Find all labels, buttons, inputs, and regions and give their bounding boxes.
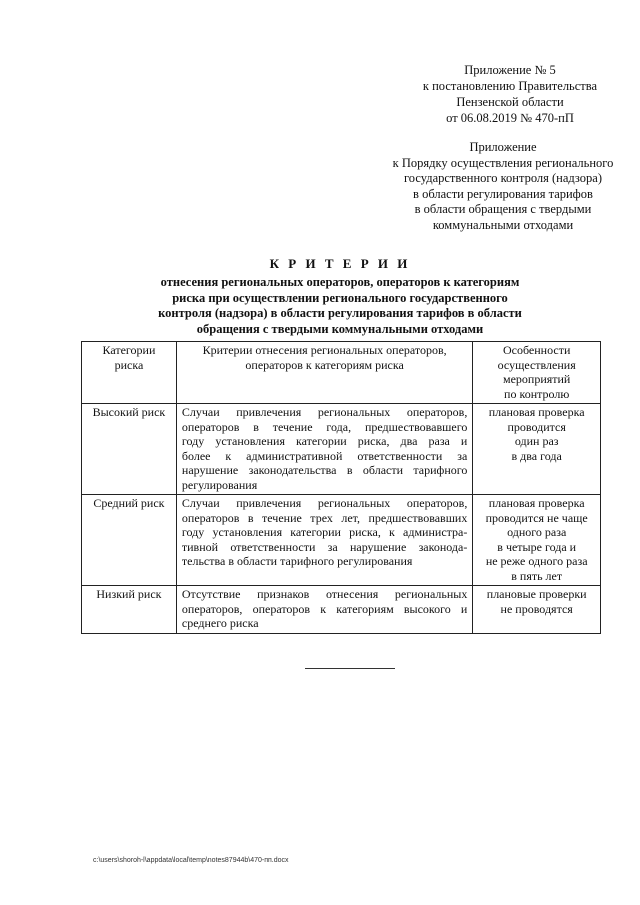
appendix-sub-line: к Порядку осуществления регионального [392,155,614,170]
appendix-sub-line: коммунальными отходами [432,217,574,232]
row-features: плановая проверка проводится один раз в два года [473,404,601,495]
document-title-block [140,256,540,337]
table-row [82,404,601,495]
appendix-header-line: от 06.08.2019 № 470-пП [446,111,574,125]
document-subtitle [140,275,540,337]
table-row [82,495,601,586]
row-category: Высокий риск [82,404,177,495]
subtitle-line: риска при осуществлении регионального государственного [172,290,508,305]
row-category: Низкий риск [82,586,177,634]
row-criteria: Случаи привлечения региональных операторов, операторов в течение трех лет, предшествовавших году установления категории риска, к администра- тивной ответственности за нарушение законода- тельства в области тарифного регулирования [176,495,472,586]
header-category: Категории риска [82,342,177,404]
appendix-sub-line: государственного контроля (надзора) [403,171,603,185]
table-row [82,586,601,634]
row-category: Средний риск [82,495,177,586]
appendix-sub-header [378,140,628,233]
criteria-table [81,341,601,634]
subtitle-line: отнесения региональных операторов, операторов к категориям [160,275,520,289]
row-criteria: Отсутствие признаков отнесения региональных операторов, операторов к категориям высокого и среднего риска [176,586,472,634]
header-features: Особенности осуществления мероприятий по контролю [473,342,601,404]
appendix-header [400,62,620,126]
end-separator-line [305,668,395,669]
subtitle-line: контроля (надзора) в области регулирования тарифов в области [158,306,522,320]
header-criteria: Критерии отнесения региональных операторов, операторов к категориям риска [176,342,472,404]
appendix-sub-line: в области обращения с твердыми [414,202,592,216]
document-title: К Р И Т Е Р И И [269,256,411,271]
appendix-header-line: к постановлению Правительства [422,79,598,93]
row-features: плановые проверки не проводятся [473,586,601,634]
appendix-sub-line: в области регулирования тарифов [413,186,593,201]
appendix-header-line: Пензенской области [456,95,564,109]
appendix-header-line: Приложение № 5 [464,63,556,77]
row-features: плановая проверка проводится не чаще одного раза в четыре года и не реже одного раза в пять лет [473,495,601,586]
row-criteria: Случаи привлечения региональных операторов, операторов в течение года, предшествовавшего году установления категории риска, два раза и более к административной ответственности за нарушение законодательства в области тарифного регулирования [176,404,472,495]
subtitle-line: обращения с твердыми коммунальными отходами [196,321,484,336]
appendix-sub-line: Приложение [469,140,537,154]
footer-file-path: c:\users\shoroh-l\appdata\local\temp\notes87944b\470-пп.docx [93,857,289,864]
table-header-row [82,342,601,404]
